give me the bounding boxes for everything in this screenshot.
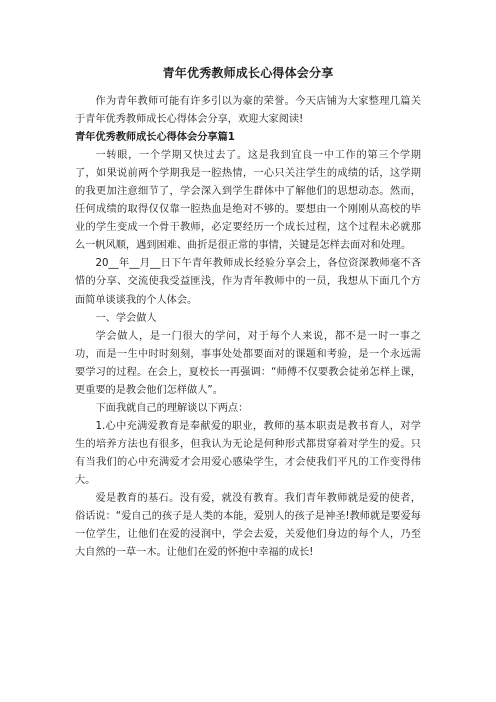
sub-heading-learn-to-be-a-person: 一、学会做人: [95, 312, 157, 324]
body-paragraph: 1.心中充满爱教育是奉献爱的职业，教师的基本职责是教书育人，对学生的培养方法也有很多，但我认为无论是何种形式都贯穿着对学生的爱。只有当我们的心中充满爱才会用爱心感染学生，才会使我们平凡的工作变得伟大。: [75, 420, 421, 486]
document-title: 青年优秀教师成长心得体会分享: [162, 66, 334, 80]
body-paragraph: 下面我就自己的理解谈以下两点：: [95, 402, 249, 414]
body-paragraph: 20__年__月__日下午青年教师成长经验分享会上，各位资深教师毫不吝惜的分享、交流使我受益匪浅，作为青年教师中的一员，我想从下面几个方面简单谈谈我的个人体会。: [75, 258, 421, 306]
body-paragraph: 爱是教育的基石。没有爱，就没有教育。我们青年教师就是爱的使者，俗话说：“爱自己的孩子是人类的本能，爱别人的孩子是神圣!教师就是要爱每一位学生，让他们在爱的浸润中，学会去爱，关爱他们身边的每个人，乃至大自然的一草一木。让他们在爱的怀抱中幸福的成长!: [75, 493, 421, 559]
body-paragraph: 学会做人，是一门很大的学问，对于每个人来说，都不是一时一事之功，而是一生中时时刻刻，事事处处都要面对的课题和考验，是一个永远需要学习的过程。在会上，夏校长一再强调：“师傅不仅要教会徒弟怎样上课，更重要的是教会他们怎样做人”。: [75, 330, 421, 396]
document-body: [75, 93, 421, 562]
intro-paragraph: 作为青年教师可能有许多引以为豪的荣誉。今天店铺为大家整理几篇关于青年优秀教师成长心得体会分享，欢迎大家阅读!: [75, 96, 421, 126]
section-heading: 青年优秀教师成长心得体会分享篇1: [75, 132, 235, 144]
body-paragraph: 一转眼，一个学期又快过去了。这是我到宜良一中工作的第三个学期了，如果说前两个学期我是一腔热情，一心只关注学生的成绩的话，这学期的我更加注意细节了，学会深入到学生群体中了解他们的思想动态。然而，任何成绩的取得仅仅靠一腔热血是绝对不够的。要想由一个刚刚从高校的毕业的学生变成一个骨干教师，必定要经历一个成长过程，这个过程未必就那么一帆风顺，遇到困难、曲折是很正常的事情，关键是怎样去面对和处理。: [75, 150, 421, 252]
